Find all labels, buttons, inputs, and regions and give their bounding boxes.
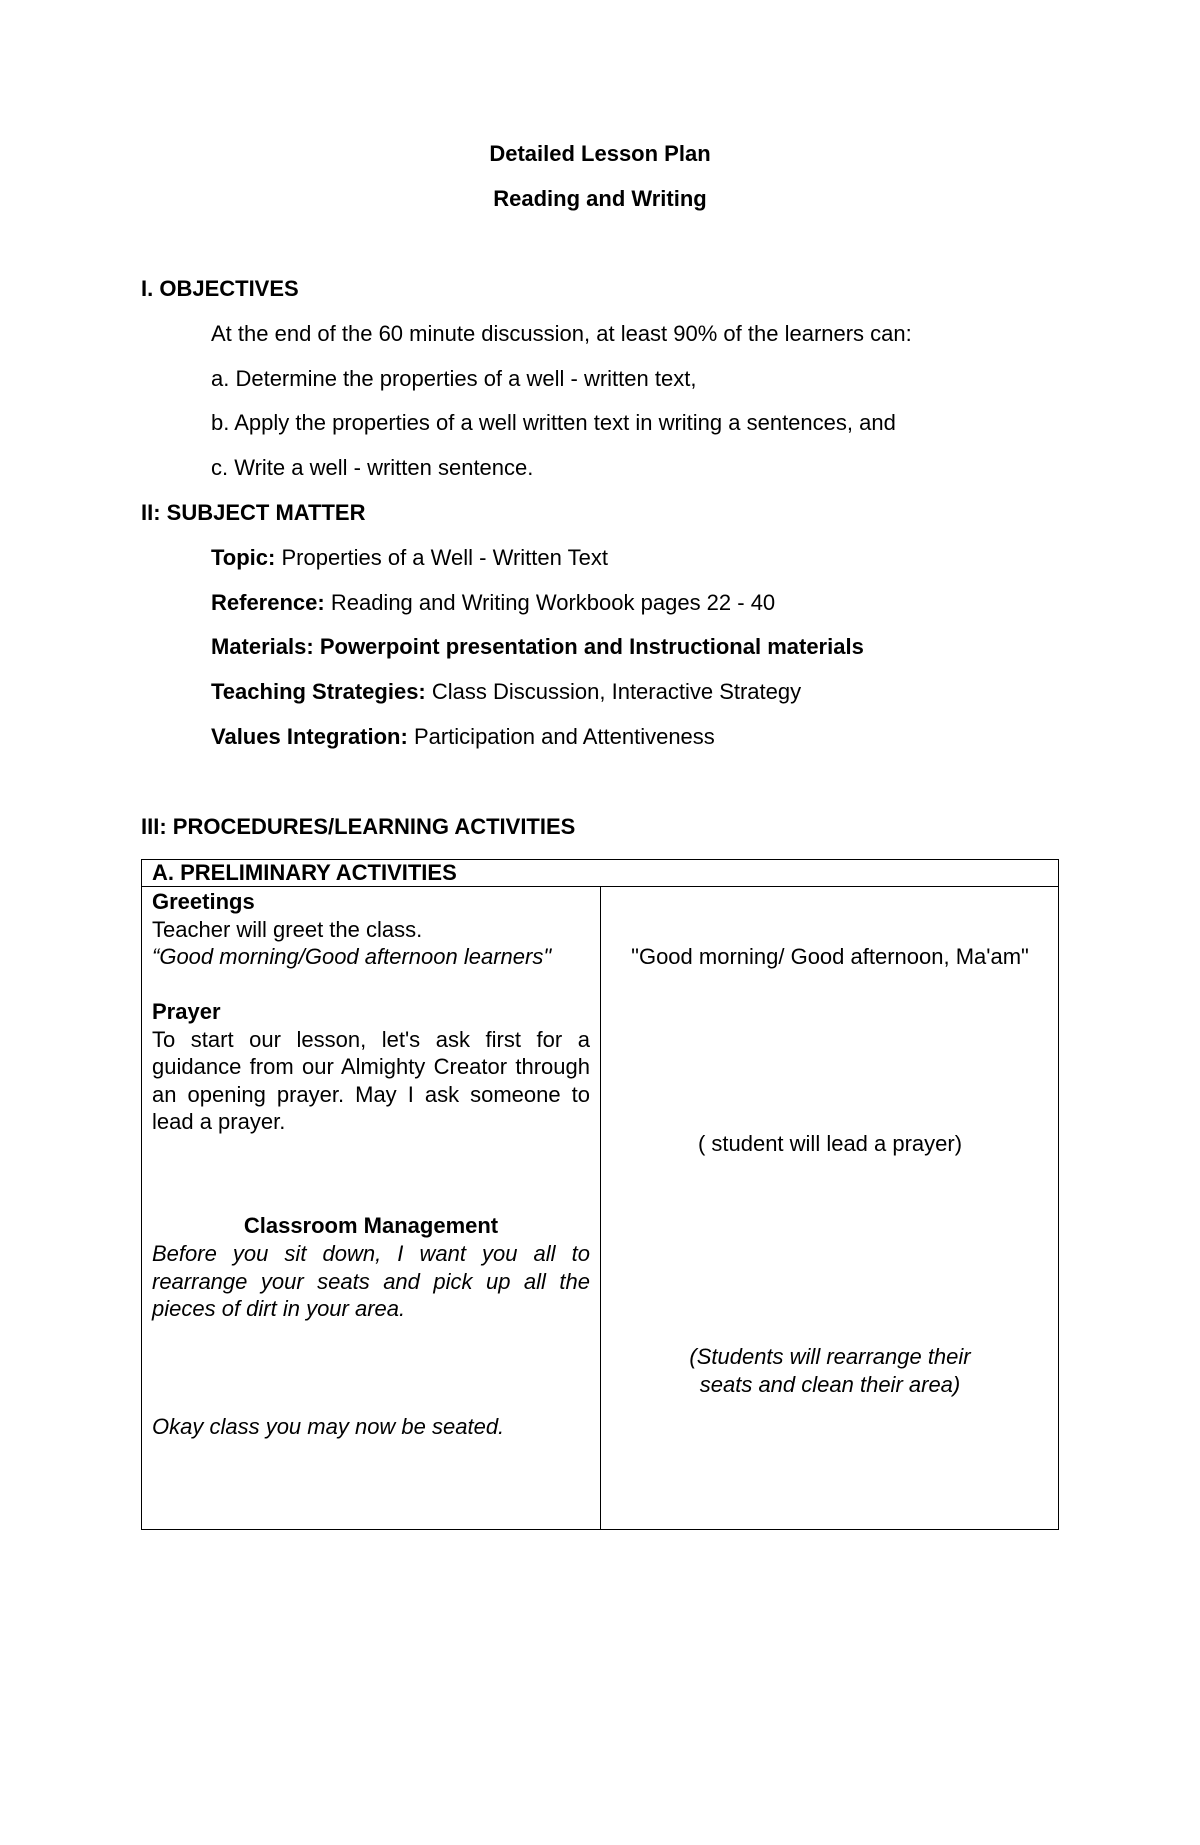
topic-value: Properties of a Well - Written Text [275,545,608,570]
prayer-block [152,998,590,1136]
topic-line [211,545,608,571]
objective-item-b: b. Apply the properties of a well written text in writing a sentences, and [211,410,896,435]
greetings-title: Greetings [152,889,255,914]
materials-value: Powerpoint presentation and Instructional materials [313,634,864,659]
prayer-title: Prayer [152,999,221,1024]
management-response: (Students will rearrange their seats and clean their area) [689,1344,971,1397]
objectives-intro: At the end of the 60 minute discussion, at least 90% of the learners can: [211,321,912,346]
materials-line [211,634,864,660]
column-divider [600,887,601,1530]
greetings-response: "Good morning/ Good afternoon, Ma'am" [631,944,1029,969]
management-title [152,1212,590,1240]
greetings-instruction: Teacher will greet the class. [152,916,423,942]
management-text: Before you sit down, I want you all to rearrange your seats and pick up all the pieces of dirt in your area. [152,1241,590,1321]
objectives-heading: I. OBJECTIVES [141,276,299,301]
document-title: Detailed Lesson Plan [489,141,711,166]
reference-label: Reference: [211,590,325,615]
management-title-text: Classroom Management [243,1213,499,1238]
procedures-heading: III: PROCEDURES/LEARNING ACTIVITIES [141,814,576,839]
document-subtitle: Reading and Writing [493,186,707,211]
strategies-label: Teaching Strategies: [211,679,426,704]
subject-matter-heading: II: SUBJECT MATTER [141,500,366,525]
table-header: A. PRELIMINARY ACTIVITIES [142,860,1058,887]
reference-value: Reading and Writing Workbook pages 22 - 40 [324,590,776,615]
seated-text: Okay class you may now be seated. [152,1414,505,1439]
greetings-block [152,888,590,971]
objective-item-a: a. Determine the properties of a well - written text, [211,366,697,391]
values-line [211,724,715,750]
values-value: Participation and Attentiveness [407,724,715,749]
reference-line [211,590,775,616]
topic-label: Topic: [211,545,276,570]
strategies-line [211,679,801,705]
preliminary-activities-table [141,859,1059,1530]
values-label: Values Integration: [211,724,408,749]
greetings-quote: “Good morning/Good afternoon learners" [152,944,552,969]
prayer-response: ( student will lead a prayer) [697,1131,963,1156]
prayer-text: To start our lesson, let's ask first for a guidance from our Almighty Creator through an opening prayer. May I ask someone to lead a prayer. [152,1026,590,1134]
objective-item-c: c. Write a well - written sentence. [211,455,534,480]
strategies-value: Class Discussion, Interactive Strategy [425,679,802,704]
materials-label: Materials: [211,634,314,659]
